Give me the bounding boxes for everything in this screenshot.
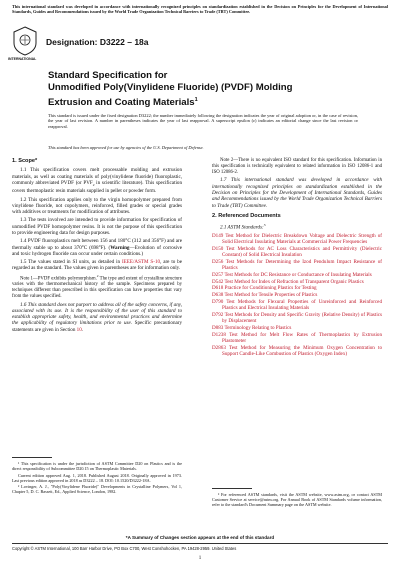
reference-title: Terminology Relating to Plastics [224,324,292,331]
reference-code-link[interactable]: D1238 [212,331,226,338]
footnote-2: ² Lovinger, A. J., "Poly(Vinylidene Fluoride)" Developments in Crystalline Polymers, Vol 1, Chapter 5, D. C. Bassett, Ed., Applied Science, London, 1982. [12,484,182,495]
astm-logo-icon [12,26,38,56]
right-column [212,158,382,357]
reference-item [212,259,382,272]
reference-code-link[interactable]: D618 [212,285,224,292]
reference-title: Test Method for Dielectric Breakdown Voltage and Dielectric Strength of Solid Electrical Insulating Materials at Commercial Power Frequencies [222,233,382,246]
reference-title: Test Method for Melt Flow Rates of Thermoplastics by Extrusion Plastometer [222,331,382,344]
left-footnotes [12,461,182,496]
reference-item [212,345,382,358]
reference-title: Test Methods for Density and Specific Gravity (Relative Density) of Plastics by Displacement [222,311,382,325]
ieee-astm-link[interactable]: IEEE/ASTM S-10 [121,259,161,266]
note-2: Note 2—There is no equivalent ISO standard for this specification. Information in this specification is technically equivalent to related information in ISO 12086-1 and ISO 12086-2. [212,158,382,175]
title-line-2: Unmodified Poly(Vinylidene Fluoride) (PVDF) Molding [48,82,293,93]
reference-title: Test Methods for Flexural Properties of Unreinforced and Reinforced Plastics and Electrical Insulating Materials [222,298,382,312]
reference-code-link[interactable]: D790 [212,298,224,305]
reference-item [212,312,382,325]
referenced-documents-heading: 2. Referenced Documents [212,212,281,219]
para-1-3: 1.3 The tests involved are intended to provide information for specification of unmodified PVDF homopolymer resins. It is not the purpose of this specification to provide engineering data for design purposes. [12,217,182,236]
left-column [12,158,182,335]
scope-heading: 1. Scope* [12,158,38,164]
reference-title: Test Methods for Determining the Izod Pendulum Impact Resistance of Plastics [222,259,382,272]
reference-item [212,292,382,298]
reference-item [212,325,382,331]
reference-item [212,246,382,259]
reference-code-link[interactable]: D792 [212,311,224,318]
logo-text: INTERNATIONAL [8,57,37,61]
reference-title: Practice for Conditioning Plastics for Testing [224,285,317,292]
para-2-1: 2.1 ASTM Standards:$^3$ [220,223,266,231]
footnote-1b: Current edition approved Aug. 1, 2018. Published August 2018. Originally approved in 1973. Last previous edition approved in 2018 as D3222 – 18. DOI: 10.1520/D3222-18A. [12,472,182,483]
reference-code-link[interactable]: D256 [212,259,224,266]
section-10-link[interactable]: 10 [76,326,82,333]
reference-item [212,285,382,291]
title-line-1: Standard Specification for [48,70,168,81]
reference-code-link[interactable]: D2863 [212,344,226,351]
reference-title: Test Method for Index of Refraction of Transparent Organic Plastics [224,278,364,285]
right-footnote-divider [212,488,252,489]
footnote-1: ¹ This specification is under the jurisdiction of ASTM Committee D20 on Plastics and is the direct responsibility of Subcommittee D20.15 on Thermoplastic Materials. [12,461,182,472]
para-1-5: 1.5 The values stated in SI units, as detailed in IEEE/ASTM S-10, are to be regarded as the standard. The values given in parentheses are for information only. [12,259,182,272]
reference-title: Test Method for Measuring the Minimum Oxygen Concentration to Support Candle-Like Combustion of Plastics (Oxygen Index) [222,344,383,357]
footer-divider [12,543,388,544]
para-1-7: 1.7 This international standard was developed in accordance with internationally recognized principles on standardization established in the Decision on Principles for the Development of International Standards, Guides and Recommendations issued by the World Trade Organization Technical Barriers to Trade (TBT) Committee. [212,177,382,209]
reference-item [212,233,382,246]
reference-title: Test Methods for DC Resistance or Conductance of Insulating Materials [224,272,372,279]
issued-statement: This standard is issued under the fixed designation D3222; the number immediately following the designation indicates the year of original adoption or, in the case of revision, the year of last revision. A number in parentheses indicates the year of last reapproval. A superscript epsilon (ε) indicates an editorial change since the last revision or reapproval. [48,113,358,129]
summary-of-changes-note: *A Summary of Changes section appears at the end of this standard [125,535,275,540]
reference-code-link[interactable]: D638 [212,292,224,299]
reference-item [212,272,382,278]
note-1: Note 1—PVDF exhibits polymorphism.$^2$ The type and extent of crystalline structure varies with the thermomechanical history of the sample. Specimens prepared by techniques different than prescribed in this specification can have properties that vary from the values specified. [12,273,182,299]
reference-code-link[interactable]: D542 [212,278,224,285]
reference-item [212,299,382,312]
para-1-2: 1.2 This specification applies only to the virgin homopolymer prepared from vinylidene fluoride, not copolymers, reinforced, filled grades or special grades with additives or treatments for modification of attributes. [12,196,182,216]
reference-code-link[interactable]: D149 [212,233,224,240]
footnote-3: ³ For referenced ASTM standards, visit the ASTM website, www.astm.org, or contact ASTM Customer Service at service@astm.org. For Annual Book of ASTM Standards volume information, refer to the standard's Document Summary page on the ASTM website. [212,492,382,508]
reference-item [212,332,382,345]
footnote-divider [12,457,52,458]
para-1-6: 1.6 This standard does not purport to address all of the safety concerns, if any, associated with its use. It is the responsibility of the user of this standard to establish appropriate safety, health, and environmental practices and determine the applicability of regulatory limitations prior to use. Specific precautionary statements are given in Section 10. [12,301,183,333]
document-title [48,70,348,109]
reference-code-link[interactable]: D883 [212,324,224,331]
reference-list [212,233,382,357]
reference-title: Test Method for Tensile Properties of Plastics [224,292,318,299]
title-line-3: Extrusion and Coating Materials$^1$ [48,97,198,109]
approval-statement: This standard has been approved for use by agencies of the U.S. Department of Defense. [48,145,204,150]
reference-code-link[interactable]: D257 [212,272,224,279]
para-1-1: 1.1 This specification covers melt processable molding and extrusion materials, as well as coating materials of poly(vinylidene fluoride) fluoroplastic, commonly abbreviated PVDF (or $PVF_2$ in scientific literature). This specification covers thermoplastic resin materials supplied in pellet or powder form. [12,167,182,195]
reference-title: Test Methods for AC Loss Characteristics and Permittivity (Dielectric Constant) of Solid Electrical Insulation [222,246,382,259]
header-notice: This international standard was developed in accordance with internationally recognized principles on standardization established in the Decision on Principles for the Development of International Standards, Guides and Recommendations issued by the World Trade Organization Technical Barriers to Trade (TBT) Committee. [12,4,388,14]
copyright: Copyright © ASTM International, 100 Barr Harbor Drive, PO Box C700, West Conshohocken, PA 19428-2959. United States [12,546,237,551]
para-1-4: 1.4 PVDF fluoroplastics melt between 156 and 180°C (312 and 356°F) and are thermally stable up to about 370°C (698°F). (Warning—Evolution of corrosive and toxic hydrogen fluoride can occur under certain conditions.) [12,238,182,257]
designation: Designation: D3222 – 18a [46,37,149,47]
reference-code-link[interactable]: D150 [212,246,224,253]
page-number: 1 [198,556,202,561]
